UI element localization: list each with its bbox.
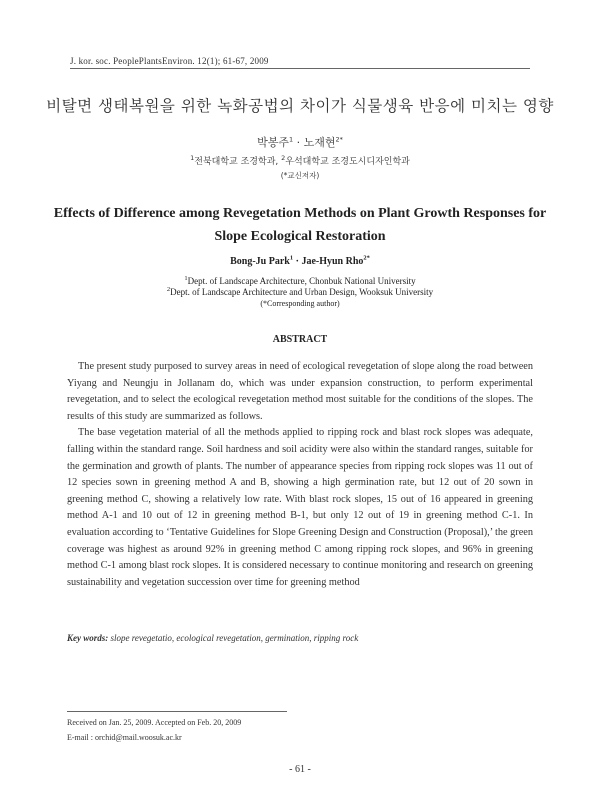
english-author-2-sup: 2* (363, 254, 370, 262)
keywords-text: slope revegetatio, ecological revegetation, germination, ripping rock (108, 633, 359, 643)
footnote-rule (67, 711, 287, 712)
korean-author-1-sup: 1 (288, 135, 294, 144)
english-author-1: Bong-Ju Park (230, 256, 290, 267)
running-head: J. kor. soc. PeoplePlantsEnviron. 12(1); 61-67, 2009 (70, 56, 269, 66)
author-separator: · (293, 256, 302, 267)
korean-author-2-sup: 2* (335, 135, 343, 144)
korean-affil-1-sup: 1 (190, 154, 195, 162)
abstract-heading: ABSTRACT (272, 334, 328, 345)
abstract-body (67, 359, 533, 591)
english-corresponding: (*Corresponding author) (260, 299, 340, 308)
keywords (67, 633, 533, 643)
korean-title: 비탈면 생태복원을 위한 녹화공법의 차이가 식물생육 반응에 미치는 영향 (46, 97, 554, 115)
english-affiliation-1 (40, 276, 560, 287)
english-authors (40, 256, 560, 267)
english-affil-2-text: Dept. of Landscape Architecture and Urban Design, Wooksuk University (170, 287, 434, 297)
korean-affiliation-line (40, 156, 560, 169)
korean-author-1: 박봉주 (257, 136, 289, 149)
page-number: - 61 - (289, 764, 311, 775)
author-separator: · (293, 136, 304, 149)
english-author-2: Jae-Hyun Rho (301, 256, 364, 267)
korean-author-2: 노재현 (303, 136, 336, 149)
english-title (40, 202, 560, 248)
abstract-paragraph-1: The present study purposed to survey areas in need of ecological revegetation of slope along the road between Yiyang and Neungju in Jollanam do, which was under expansion construction, to perform experimental revegetation, and to select the ecological revegetation method most suitable for the conditions of the slopes. The results of this study are summarized as follows. (67, 361, 533, 422)
footnote-received: Received on Jan. 25, 2009. Accepted on Feb. 20, 2009 (67, 718, 242, 727)
korean-authors (40, 134, 560, 150)
english-title-line-2: Slope Ecological Restoration (214, 229, 386, 244)
header-rule (70, 68, 530, 69)
english-affiliations (40, 276, 560, 309)
korean-affiliations (40, 156, 560, 182)
english-affil-1-sup: 1 (184, 275, 188, 282)
english-affiliation-2 (40, 287, 560, 298)
english-affil-1-text: Dept. of Landscape Architecture, Chonbuk National University (187, 276, 416, 286)
english-title-line-1: Effects of Difference among Revegetation Methods on Plant Growth Responses for (53, 206, 547, 221)
korean-affil-1: 전북대학교 조경학과, (194, 157, 282, 167)
keywords-label: Key words: (67, 633, 109, 643)
footnote-email: E-mail : orchid@mail.woosuk.ac.kr (67, 733, 182, 742)
english-author-1-sup: 1 (289, 254, 294, 262)
korean-affil-2: 우석대학교 조경도시디자인학과 (285, 157, 410, 167)
abstract-paragraph-2: The base vegetation material of all the methods applied to ripping rock and blast rock slopes was adequate, falling within the standard range. Soil hardness and soil acidity were also within the standard ranges, suitable for the germination and growth of plants. The number of appearance species from ripping rock slopes was 11 out of 12 species sown in greening method A and B, showing a high germination rate, but 12 out of 20 sown in greening method C, showing a relatively low rate. With blast rock slopes, 15 out of 16 appeared in greening method A-1 and 10 out of 12 in greening method B-1, but only 12 out of 19 in greening method C-1. In evaluation according to ‘Tentative Guidelines for Slope Greening Design and Construction (Proposal),’ the green coverage was highest as around 92% in greening method C among ripping rock slopes, and 96% in greening method C-1 among blast rock slopes. It is considered necessary to continue monitoring and research on greening sustainability and vegetation succession over time for greening method (67, 427, 533, 588)
korean-corresponding: (*교신저자) (280, 171, 320, 180)
english-affil-2-sup: 2 (166, 286, 171, 293)
korean-affil-2-sup: 2 (281, 154, 286, 162)
